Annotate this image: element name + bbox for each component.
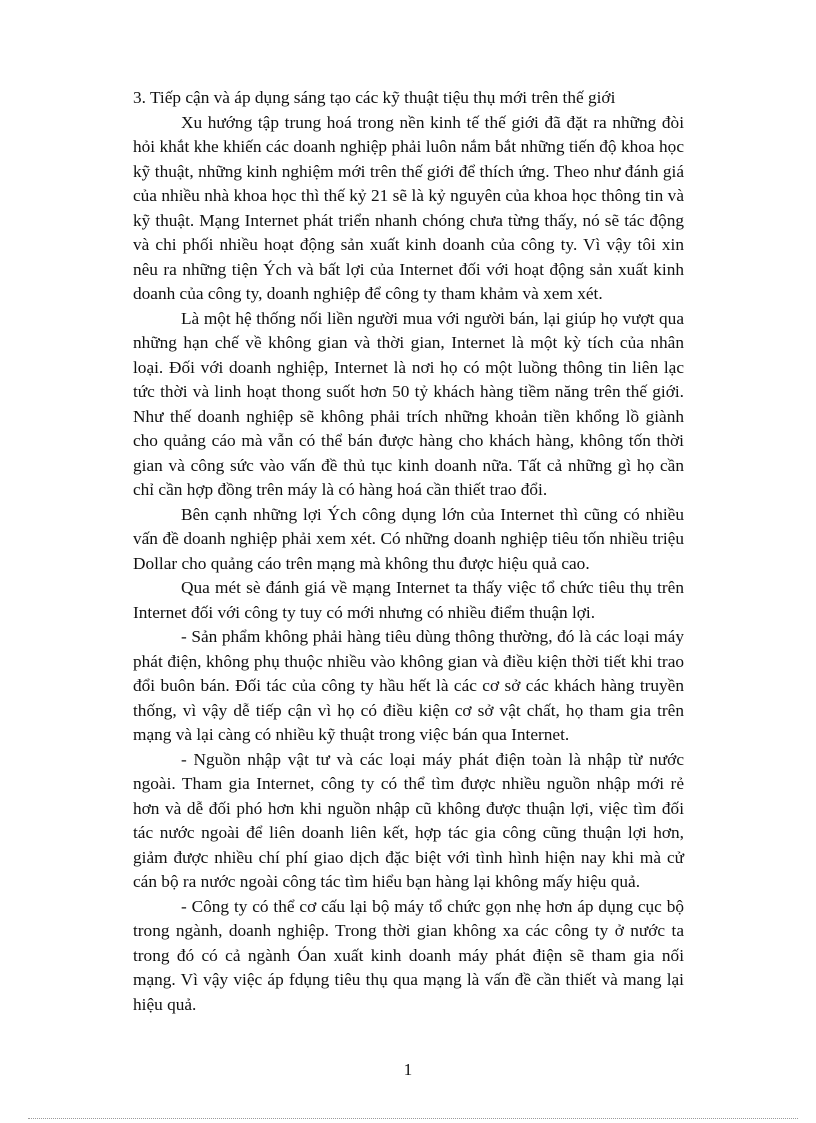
paragraph-benefits-issues: Bên cạnh những lợi Ých công dụng lớn của Internet thì cũng có nhiều vấn đề doanh nghiệp phải xem xét. Có những doanh nghiệp tiêu tốn nhiều triệu Dollar cho quảng cáo trên mạng mà không thu được hiệu quả cao. [133,504,684,573]
page-body [133,86,684,1017]
paragraph-assessment: Qua mét sè đánh giá về mạng Internet ta thấy việc tổ chức tiêu thụ trên Internet đối với công ty tuy có mới nhưng có nhiều điểm thuận lợi. [133,578,684,622]
paragraph-internet-system: Là một hệ thống nối liền người mua với người bán, lại giúp họ vượt qua những hạn chế về không gian và thời gian, Internet là một kỳ tích của nhân loại. Đối với doanh nghiệp, Internet là nơi họ có một luồng thông tin liên lạc tức thời và linh hoạt thong suốt hơn 50 tỷ khách hàng tiềm năng trên thế giới. Như thế doanh nghiệp sẽ không phải trích những khoản tiền khổng lồ giành cho quảng cáo mà vẫn có thể bán được hàng cho khách hàng, không tốn thời gian và công sức vào vấn đề thủ tục kinh doanh nữa. Tất cả những gì họ cần chỉ cần hợp đồng trên máy là có hàng hoá cần thiết trao đổi. [133,308,684,499]
bullet-import-sources: - Nguồn nhập vật tư và các loại máy phát điện toàn là nhập từ nước ngoài. Tham gia Internet, công ty có thể tìm được nhiều nguồn nhập mới rẻ hơn và dễ đối phó hơn khi nguồn nhập cũ không được thuận lợi, việc tìm đối tác nước ngoài để liên doanh liên kết, hợp tác gia công cũng thuận lợi hơn, giảm được nhiều chí phí giao dịch đặc biệt với tình hình hiện nay khi mà cử cán bộ ra nước ngoài công tác tìm hiểu bạn hàng lại không mấy hiệu quả. [133,749,684,891]
bullet-products: - Sản phẩm không phải hàng tiêu dùng thông thường, đó là các loại máy phát điện, không phụ thuộc nhiều vào không gian và điều kiện thời tiết khi trao đổi buôn bán. Đối tác của công ty hầu hết là các cơ sở các khách hàng truyền thống, vì vậy dễ tiếp cận vì họ có điều kiện cơ sở vật chất, họ tham gia trên mạng và lại càng có nhiều kỹ thuật trong việc bán qua Internet. [133,627,684,744]
paragraph-trend: Xu hướng tập trung hoá trong nền kinh tế thế giới đã đặt ra những đòi hỏi khắt khe khiến các doanh nghiệp phải luôn nắm bắt những tiến độ khoa học kỹ thuật, những kinh nghiệm mới trên thế giới để thích ứng. Theo như đánh giá của nhiều nhà khoa học thì thế kỷ 21 sẽ là kỷ nguyên của khoa học thông tin và kỹ thuật. Mạng Internet phát triển nhanh chóng chưa từng thấy, nó sẽ tác động và chi phối nhiều hoạt động sản xuất kinh doanh của công ty. Vì vậy tôi xin nêu ra những tiện Ých và bất lợi của Internet đối với hoạt động sản xuất kinh doanh của công ty, doanh nghiệp để công ty tham khảm và xem xét. [133,112,684,303]
page-bottom-divider [28,1118,798,1119]
page-number: 1 [403,1060,413,1079]
bullet-restructure: - Công ty có thể cơ cấu lại bộ máy tổ chức gọn nhẹ hơn áp dụng cục bộ trong ngành, doanh nghiệp. Trong thời gian không xa các công ty ở nước ta trong đó có cả ngành Óan xuất kinh doanh máy phát điện sẽ tham gia nối mạng. Vì vậy việc áp fdụng tiêu thụ qua mạng là vấn đề cần thiết và mang lại hiệu quả. [133,896,684,1014]
section-heading: 3. Tiếp cận và áp dụng sáng tạo các kỹ thuật tiệu thụ mới trên thế giới [133,88,616,107]
